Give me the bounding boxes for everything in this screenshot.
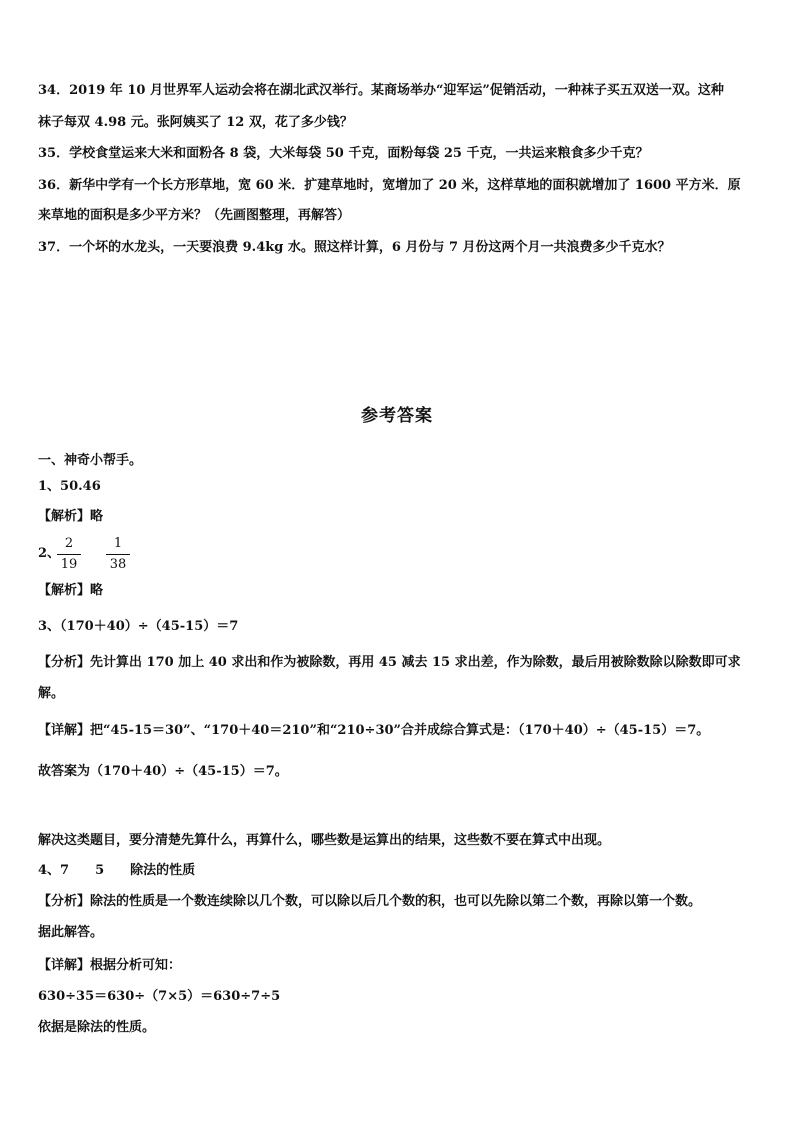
answer-3-result: 故答案为（170＋40）÷（45-15）＝7。 xyxy=(38,764,288,779)
question-34-line-2: 袜子每双 4.98 元。张阿姨买了 12 双，花了多少钱？ xyxy=(38,115,353,130)
answer-3-analysis-line-2: 解。 xyxy=(38,686,65,701)
fraction-1-numerator: 2 xyxy=(64,536,74,551)
section-heading: 一、神奇小帮手。 xyxy=(38,453,143,468)
answer-4-analysis-line-1: 【分析】除法的性质是一个数连续除以几个数，可以除以后几个数的积，也可以先除以第二个数，再除以第一个数。 xyxy=(38,894,702,909)
question-36-line-1: 36．新华中学有一个长方形草地，宽 60 米．扩建草地时，宽增加了 20 米，这样草地的面积就增加了 1600 平方米．原 xyxy=(38,178,741,193)
answer-3: 3、（170＋40）÷（45-15）＝7 xyxy=(38,619,239,634)
fraction-2-denominator: 38 xyxy=(109,557,127,572)
question-36-line-2: 来草地的面积是多少平方米？（先画图整理，再解答） xyxy=(38,208,351,223)
answer-3-detail: 【详解】把“45-15＝30”、“170＋40＝210”和“210÷30”合并成综合算式是：（170＋40）÷（45-15）＝7。 xyxy=(38,723,710,738)
answer-2-note: 【解析】略 xyxy=(38,583,104,598)
answer-1-note: 【解析】略 xyxy=(38,509,104,524)
answer-4: 4、7 5 除法的性质 xyxy=(38,863,196,878)
fraction-2-numerator: 1 xyxy=(113,536,123,551)
answer-2-label: 2、 xyxy=(38,546,61,561)
answer-4-basis: 依据是除法的性质。 xyxy=(38,1020,156,1035)
question-34-line-1: 34．2019 年 10 月世界军人运动会将在湖北武汉举行。某商场举办“迎军运”促销活动，一种袜子买五双送一双。这种 xyxy=(38,83,724,98)
answer-2-fraction-2 xyxy=(106,536,130,573)
answer-2-fraction-1 xyxy=(57,536,81,573)
answer-1: 1、50.46 xyxy=(38,479,101,494)
question-35: 35．学校食堂运来大米和面粉各 8 袋，大米每袋 50 千克，面粉每袋 25 千克，一共运来粮食多少千克？ xyxy=(38,146,649,161)
answers-title: 参考答案 xyxy=(361,406,433,426)
answer-4-analysis-line-2: 据此解答。 xyxy=(38,925,104,940)
answer-4-formula: 630÷35＝630÷（7×5）＝630÷7÷5 xyxy=(38,989,281,1004)
answer-3-tip: 解决这类题目，要分清楚先算什么，再算什么，哪些数是运算出的结果，这些数不要在算式中出现。 xyxy=(38,833,611,848)
answer-4-detail: 【详解】根据分析可知： xyxy=(38,958,182,973)
answer-3-analysis-line-1: 【分析】先计算出 170 加上 40 求出和作为被除数，再用 45 减去 15 求出差，作为除数，最后用被除数除以除数即可求 xyxy=(38,655,741,670)
question-37: 37．一个坏的水龙头，一天要浪费 9.4kg 水。照这样计算，6 月份与 7 月份这两个月一共浪费多少千克水？ xyxy=(38,240,671,255)
fraction-1-denominator: 19 xyxy=(60,557,78,572)
